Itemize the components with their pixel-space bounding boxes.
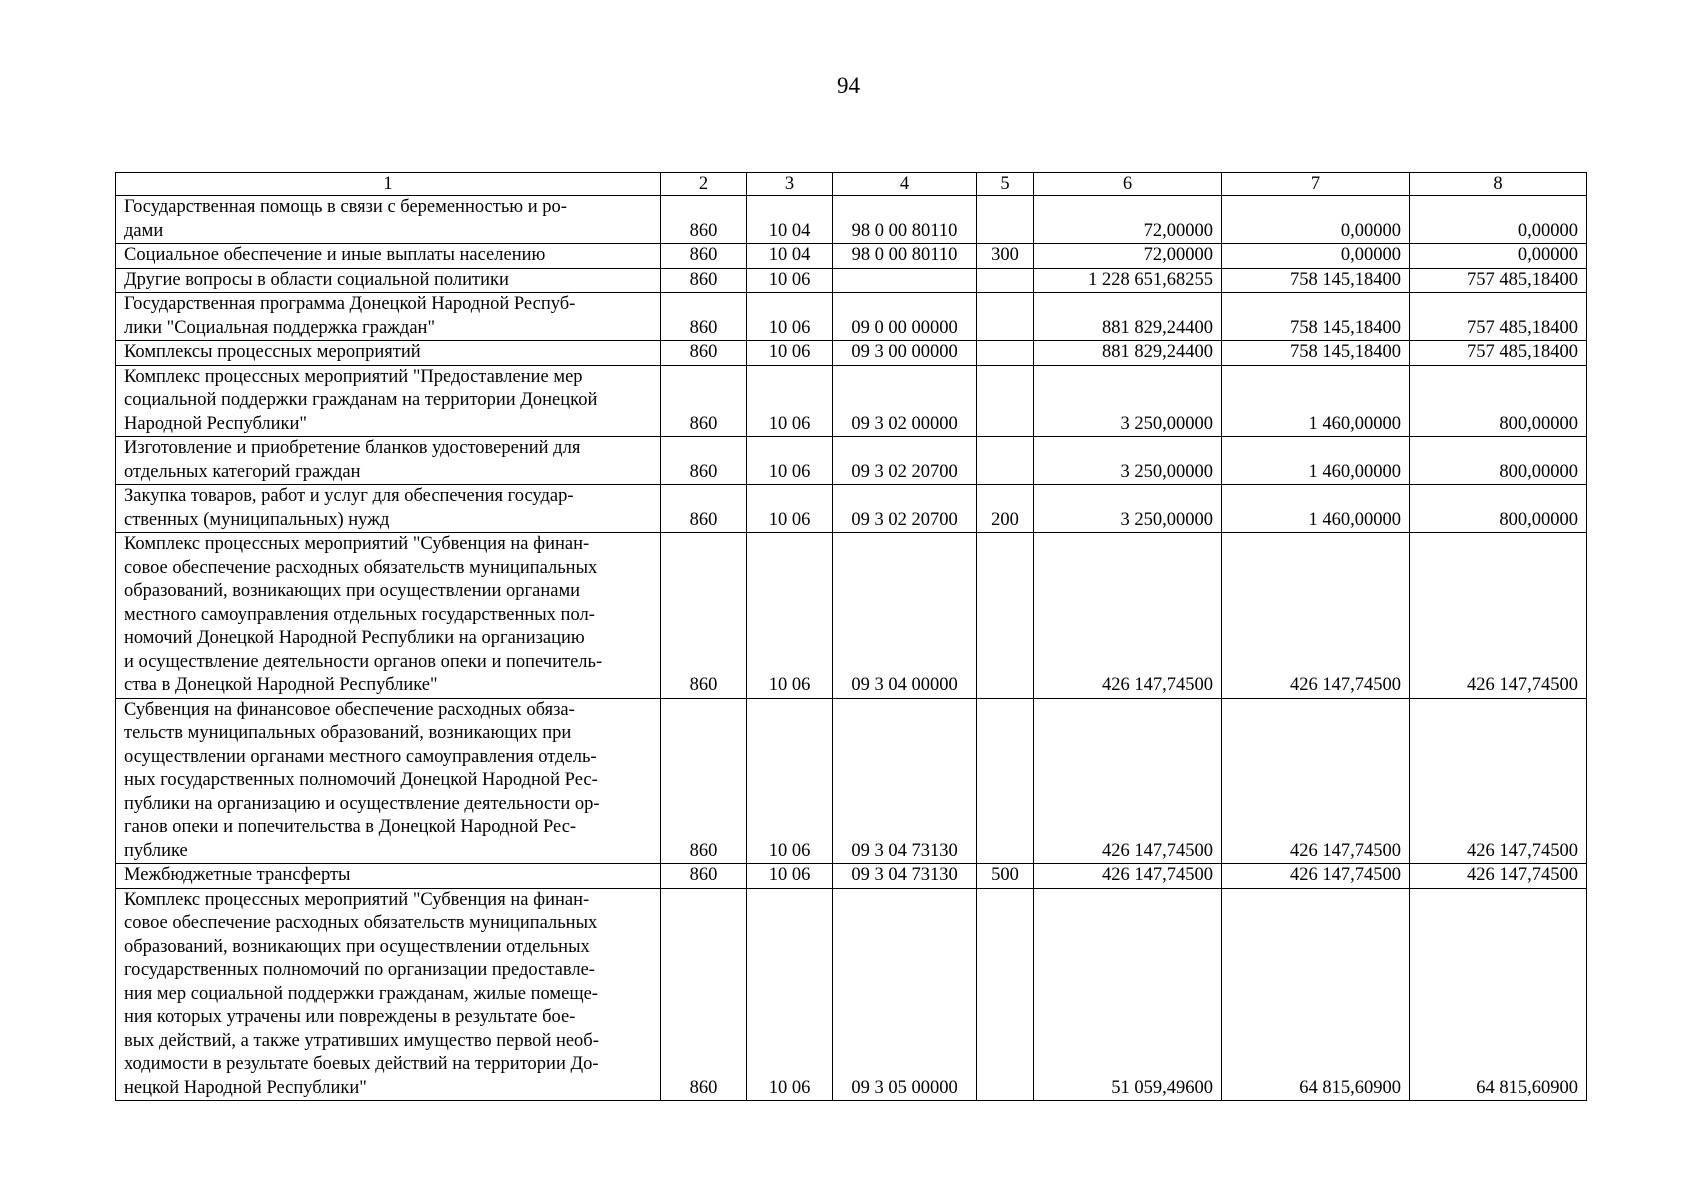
item-name-cell: Государственная программа Донецкой Народной Респуб- лики "Социальная поддержка граждан" (116, 293, 661, 341)
column-number-header: 8 (1410, 173, 1587, 196)
item-name-cell: Комплексы процессных мероприятий (116, 341, 661, 366)
item-name-cell: Другие вопросы в области социальной политики (116, 268, 661, 293)
section-code-cell: 10 06 (747, 533, 833, 699)
ministry-code-cell: 860 (661, 698, 747, 864)
amount-col8-cell: 426 147,74500 (1410, 864, 1587, 889)
section-code-cell: 10 06 (747, 437, 833, 485)
amount-col8-cell: 757 485,18400 (1410, 293, 1587, 341)
item-name-cell: Комплекс процессных мероприятий "Предоставление мер социальной поддержки гражданам на территории Донецкой Народной Республики" (116, 365, 661, 437)
table-row (116, 864, 1587, 889)
amount-col7-cell: 426 147,74500 (1222, 864, 1410, 889)
target-article-cell: 09 3 04 00000 (833, 533, 977, 699)
ministry-code-cell: 860 (661, 533, 747, 699)
ministry-code-cell: 860 (661, 485, 747, 533)
amount-col7-cell: 426 147,74500 (1222, 698, 1410, 864)
amount-col6-cell: 51 059,49600 (1034, 888, 1222, 1101)
expense-type-cell: 500 (977, 864, 1034, 889)
column-number-header: 3 (747, 173, 833, 196)
table-row (116, 485, 1587, 533)
expense-type-cell (977, 437, 1034, 485)
table-row (116, 888, 1587, 1101)
section-code-cell: 10 06 (747, 365, 833, 437)
amount-col6-cell: 426 147,74500 (1034, 864, 1222, 889)
ministry-code-cell: 860 (661, 437, 747, 485)
amount-col8-cell: 757 485,18400 (1410, 268, 1587, 293)
amount-col6-cell: 3 250,00000 (1034, 365, 1222, 437)
ministry-code-cell: 860 (661, 293, 747, 341)
section-code-cell: 10 06 (747, 698, 833, 864)
amount-col6-cell: 72,00000 (1034, 196, 1222, 244)
target-article-cell (833, 268, 977, 293)
expense-type-cell (977, 888, 1034, 1101)
ministry-code-cell: 860 (661, 268, 747, 293)
amount-col7-cell: 426 147,74500 (1222, 533, 1410, 699)
table-row (116, 244, 1587, 269)
table-row (116, 196, 1587, 244)
item-name-cell: Закупка товаров, работ и услуг для обеспечения государ- ственных (муниципальных) нужд (116, 485, 661, 533)
table-row (116, 268, 1587, 293)
column-number-header: 2 (661, 173, 747, 196)
ministry-code-cell: 860 (661, 864, 747, 889)
table-row (116, 365, 1587, 437)
item-name-cell: Социальное обеспечение и иные выплаты населению (116, 244, 661, 269)
target-article-cell: 09 3 02 20700 (833, 437, 977, 485)
item-name-cell: Государственная помощь в связи с беременностью и ро- дами (116, 196, 661, 244)
column-number-row (116, 173, 1587, 196)
amount-col8-cell: 757 485,18400 (1410, 341, 1587, 366)
target-article-cell: 98 0 00 80110 (833, 196, 977, 244)
ministry-code-cell: 860 (661, 888, 747, 1101)
target-article-cell: 09 3 02 00000 (833, 365, 977, 437)
ministry-code-cell: 860 (661, 341, 747, 366)
ministry-code-cell: 860 (661, 365, 747, 437)
expense-type-cell (977, 533, 1034, 699)
section-code-cell: 10 06 (747, 864, 833, 889)
amount-col7-cell: 758 145,18400 (1222, 341, 1410, 366)
column-number-header: 4 (833, 173, 977, 196)
amount-col7-cell: 1 460,00000 (1222, 437, 1410, 485)
amount-col7-cell: 758 145,18400 (1222, 293, 1410, 341)
amount-col6-cell: 72,00000 (1034, 244, 1222, 269)
amount-col7-cell: 758 145,18400 (1222, 268, 1410, 293)
amount-col7-cell: 1 460,00000 (1222, 365, 1410, 437)
target-article-cell: 09 3 04 73130 (833, 698, 977, 864)
expense-type-cell (977, 341, 1034, 366)
target-article-cell: 98 0 00 80110 (833, 244, 977, 269)
item-name-cell: Комплекс процессных мероприятий "Субвенция на финан- совое обеспечение расходных обязательств муниципальных образований, возникающих при осуществлении отдельных государственных полномочий по организации предоставле- ния мер социальной поддержки гражданам, жилые помеще- ния которых утрачены или повреждены в результате бое- вых действий, а также утративших имущество первой необ- ходимости в результате боевых действий на территории До- нецкой Народной Республики" (116, 888, 661, 1101)
target-article-cell: 09 3 05 00000 (833, 888, 977, 1101)
amount-col7-cell: 0,00000 (1222, 196, 1410, 244)
item-name-cell: Межбюджетные трансферты (116, 864, 661, 889)
table-row (116, 533, 1587, 699)
amount-col6-cell: 426 147,74500 (1034, 533, 1222, 699)
section-code-cell: 10 06 (747, 341, 833, 366)
section-code-cell: 10 06 (747, 485, 833, 533)
amount-col8-cell: 426 147,74500 (1410, 533, 1587, 699)
target-article-cell: 09 3 02 20700 (833, 485, 977, 533)
section-code-cell: 10 06 (747, 268, 833, 293)
amount-col8-cell: 800,00000 (1410, 365, 1587, 437)
expense-type-cell: 300 (977, 244, 1034, 269)
table-row (116, 698, 1587, 864)
expense-type-cell (977, 698, 1034, 864)
ministry-code-cell: 860 (661, 244, 747, 269)
table-row (116, 437, 1587, 485)
amount-col8-cell: 800,00000 (1410, 437, 1587, 485)
expense-type-cell (977, 293, 1034, 341)
item-name-cell: Комплекс процессных мероприятий "Субвенция на финан- совое обеспечение расходных обязательств муниципальных образований, возникающих при осуществлении органами местного самоуправления отдельных государственных пол- номочий Донецкой Народной Республики на организацию и осуществление деятельности органов опеки и попечитель- ства в Донецкой Народной Республике" (116, 533, 661, 699)
amount-col7-cell: 64 815,60900 (1222, 888, 1410, 1101)
section-code-cell: 10 04 (747, 196, 833, 244)
column-number-header: 6 (1034, 173, 1222, 196)
expense-type-cell (977, 196, 1034, 244)
target-article-cell: 09 3 00 00000 (833, 341, 977, 366)
amount-col8-cell: 426 147,74500 (1410, 698, 1587, 864)
amount-col6-cell: 1 228 651,68255 (1034, 268, 1222, 293)
target-article-cell: 09 3 04 73130 (833, 864, 977, 889)
ministry-code-cell: 860 (661, 196, 747, 244)
amount-col8-cell: 0,00000 (1410, 244, 1587, 269)
amount-col7-cell: 0,00000 (1222, 244, 1410, 269)
section-code-cell: 10 06 (747, 293, 833, 341)
table-row (116, 341, 1587, 366)
amount-col8-cell: 64 815,60900 (1410, 888, 1587, 1101)
page-number: 94 (837, 73, 860, 98)
section-code-cell: 10 04 (747, 244, 833, 269)
column-number-header: 7 (1222, 173, 1410, 196)
item-name-cell: Субвенция на финансовое обеспечение расходных обяза- тельств муниципальных образований, возникающих при осуществлении органами местного самоуправления отдель- ных государственных полномочий Донецкой Народной Рес- публики на организацию и осуществление деятельности ор- ганов опеки и попечительства в Донецкой Народной Рес- публике (116, 698, 661, 864)
amount-col6-cell: 3 250,00000 (1034, 485, 1222, 533)
target-article-cell: 09 0 00 00000 (833, 293, 977, 341)
table-row (116, 293, 1587, 341)
column-number-header: 1 (116, 173, 661, 196)
expense-type-cell: 200 (977, 485, 1034, 533)
expense-type-cell (977, 268, 1034, 293)
amount-col6-cell: 426 147,74500 (1034, 698, 1222, 864)
budget-table (115, 172, 1587, 1101)
column-number-header: 5 (977, 173, 1034, 196)
amount-col8-cell: 0,00000 (1410, 196, 1587, 244)
section-code-cell: 10 06 (747, 888, 833, 1101)
amount-col6-cell: 881 829,24400 (1034, 341, 1222, 366)
amount-col7-cell: 1 460,00000 (1222, 485, 1410, 533)
expense-type-cell (977, 365, 1034, 437)
amount-col6-cell: 3 250,00000 (1034, 437, 1222, 485)
amount-col6-cell: 881 829,24400 (1034, 293, 1222, 341)
item-name-cell: Изготовление и приобретение бланков удостоверений для отдельных категорий граждан (116, 437, 661, 485)
amount-col8-cell: 800,00000 (1410, 485, 1587, 533)
